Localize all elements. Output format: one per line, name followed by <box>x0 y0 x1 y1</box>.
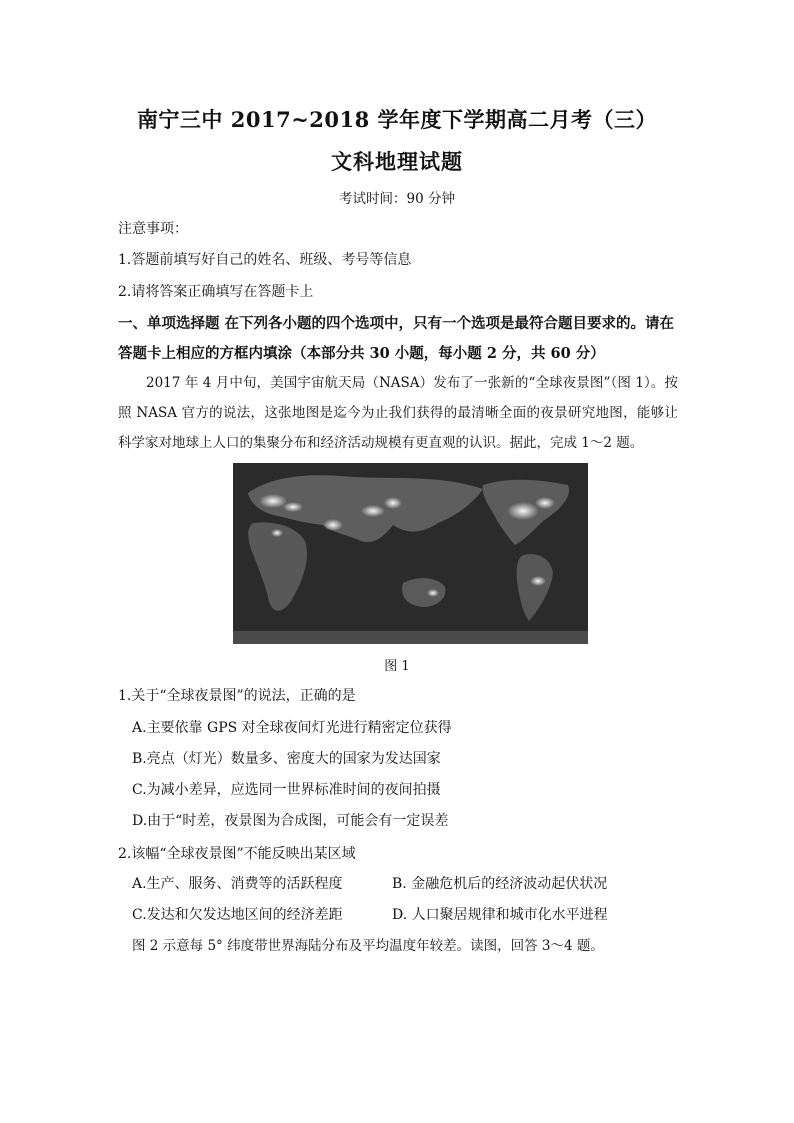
question-2-option-d: D. 人口聚居规律和城市化水平进程 <box>392 907 608 923</box>
global-night-map-image <box>233 463 588 644</box>
passage-1: 2017 年 4 月中旬，美国宇宙航天局（NASA）发布了一张新的“全球夜景图”（图 1）。按照 NASA 官方的说法，这张地图是迄今为止我们获得的最清晰全面的夜景研究地图，能够让科学家对地球上人口的集聚分布和经济活动规模有更直观的认识。据此，完成 1～2 题。 <box>118 375 678 451</box>
exam-time: 考试时间：90 分钟 <box>339 191 455 207</box>
exam-subtitle: 文科地理试题 <box>331 149 463 174</box>
section-heading-line2: 答题卡上相应的方框内填涂（本部分共 30 小题，每小题 2 分，共 60 分） <box>118 345 605 362</box>
section-heading-line1: 一、单项选择题 在下列各小题的四个选项中，只有一个选项是最符合题目要求的。请在 <box>118 315 675 332</box>
note-item-1: 1.答题前填写好自己的姓名、班级、考号等信息 <box>118 252 412 268</box>
exam-title: 南宁三中 2017~2018 学年度下学期高二月考（三） <box>136 107 658 132</box>
question-1-option-b: B.亮点（灯光）数量多、密度大的国家为发达国家 <box>132 751 441 767</box>
question-2-option-b: B. 金融危机后的经济波动起伏状况 <box>392 876 608 892</box>
question-1-option-d: D.由于“时差，夜景图为合成图，可能会有一定误差 <box>132 813 449 829</box>
question-1-option-a: A.主要依靠 GPS 对全球夜间灯光进行精密定位获得 <box>132 720 452 736</box>
notes-heading: 注意事项： <box>118 221 188 237</box>
question-2-option-c: C.发达和欠发达地区间的经济差距 <box>132 907 343 923</box>
question-1-stem: 1.关于“全球夜景图”的说法，正确的是 <box>118 688 356 704</box>
question-2-option-a: A.生产、服务、消费等的活跃程度 <box>132 876 343 892</box>
question-2-stem: 2.该幅“全球夜景图”不能反映出某区域 <box>118 846 356 862</box>
figure-1-caption: 图 1 <box>384 659 410 674</box>
question-1-option-c: C.为减小差异，应选同一世界标准时间的夜间拍摄 <box>132 782 441 798</box>
passage-2: 图 2 示意每 5° 纬度带世界海陆分布及平均温度年较差。读图，回答 3～4 题。 <box>132 938 604 954</box>
note-item-2: 2.请将答案正确填写在答题卡上 <box>118 284 314 300</box>
